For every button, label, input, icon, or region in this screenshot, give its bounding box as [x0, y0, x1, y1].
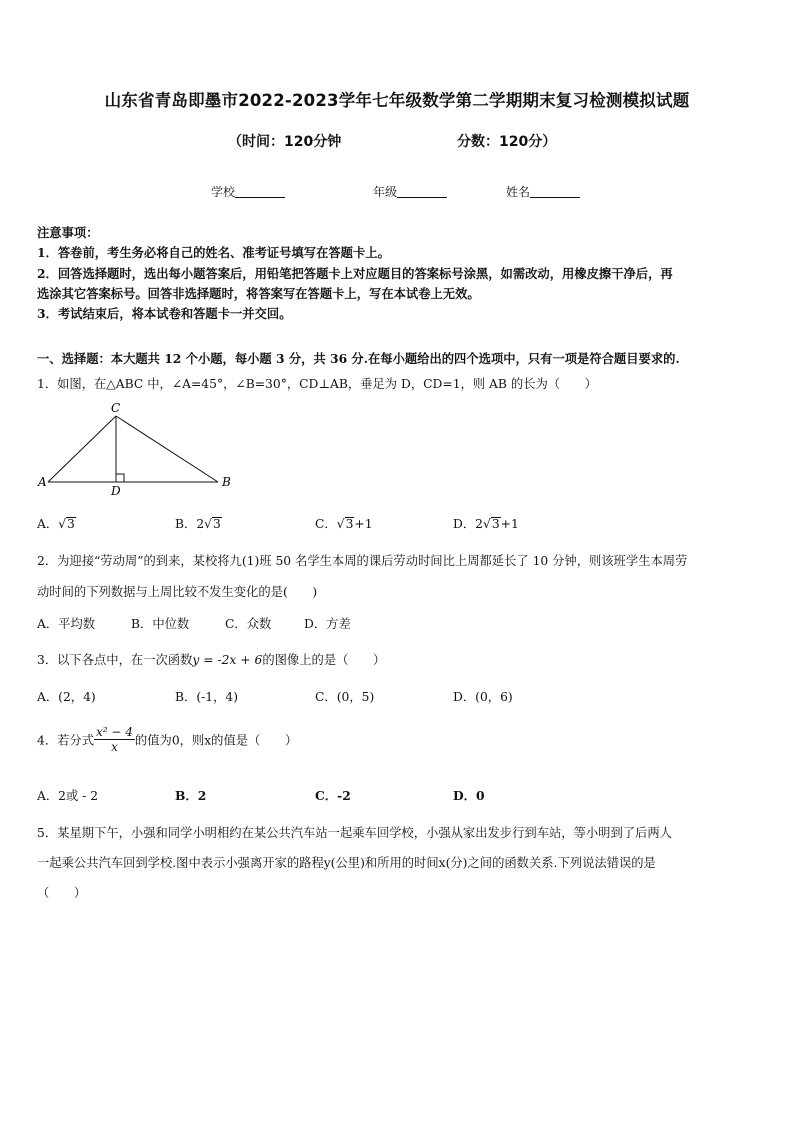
question-5-line3: （ ） — [37, 886, 87, 900]
notice-item-2-line2: 选涂其它答案标号。回答非选择题时，将答案写在答题卡上，写在本试卷上无效。 — [37, 286, 480, 301]
q4-option-a[interactable]: A．2或 - 2 — [37, 789, 99, 803]
q1-option-c[interactable]: C．√3+1 — [315, 517, 373, 531]
section-heading: 一、选择题：本大题共 12 个小题，每小题 3 分，共 36 分.在每小题给出的四个选项中，只有一项是符合题目要求的. — [37, 351, 680, 366]
page-title: 山东省青岛即墨市2022-2023学年七年级数学第二学期期末复习检测模拟试题 — [104, 91, 690, 110]
vertex-b-label: B — [222, 475, 231, 489]
q3-formula: y = -2x + 6 — [192, 653, 263, 667]
name-field — [506, 183, 580, 200]
q4-option-b[interactable]: B．2 — [175, 788, 207, 803]
exam-time: （时间：120分钟 — [228, 134, 342, 150]
q3-option-c[interactable]: C．(0，5) — [315, 690, 375, 704]
notice-item-3: 3．考试结束后，将本试卷和答题卡一并交回。 — [37, 306, 292, 321]
q4-option-d[interactable]: D．0 — [453, 788, 485, 803]
q2-option-d[interactable]: D．方差 — [304, 617, 351, 631]
notice-item-1: 1．答卷前，考生务必将自己的姓名、准考证号填写在答题卡上。 — [37, 245, 390, 260]
q2-option-a[interactable]: A．平均数 — [37, 617, 96, 631]
side-ac — [48, 416, 116, 482]
school-field — [211, 183, 285, 200]
side-cb — [116, 416, 218, 482]
name-label: 姓名 — [506, 185, 531, 199]
exam-score: 分数：120分） — [457, 134, 557, 150]
question-1-text: 1．如图，在△ABC 中，∠A=45°，∠B=30°，CD⊥AB，垂足为 D，CD=1，则 AB 的长为（ ） — [37, 377, 597, 391]
vertex-a-label: A — [38, 475, 47, 489]
question-2-line2: 动时间的下列数据与上周比较不发生变化的是( ) — [37, 585, 318, 599]
notice-item-2-line1: 2．回答选择题时，选出每小题答案后，用铅笔把答题卡上对应题目的答案标号涂黑，如需改动，用橡皮擦干净后，再 — [37, 266, 673, 281]
q3-option-d[interactable]: D．(0，6) — [453, 690, 513, 704]
name-blank[interactable] — [530, 185, 580, 198]
notice-heading: 注意事项： — [37, 225, 99, 240]
triangle-figure — [36, 402, 236, 498]
school-label: 学校 — [211, 185, 236, 199]
q2-option-c[interactable]: C．众数 — [225, 617, 272, 631]
question-4-text: 4．若分式 $\frac{\text{x² − 4}}{x}$ 的值为0，则x的值是（ ） — [37, 725, 298, 754]
right-angle-mark — [116, 474, 124, 482]
grade-blank[interactable] — [397, 185, 447, 198]
q2-option-b[interactable]: B．中位数 — [131, 617, 190, 631]
question-5-line1: 5．某星期下午，小强和同学小明相约在某公共汽车站一起乘车回学校，小强从家出发步行到车站，等小明到了后两人 — [37, 826, 672, 840]
vertex-c-label: C — [111, 402, 121, 415]
q4-option-c[interactable]: C．-2 — [315, 788, 351, 803]
question-5-line2: 一起乘公共汽车回到学校.图中表示小强离开家的路程y(公里)和所用的时间x(分)之间的函数关系.下列说法错误的是 — [37, 856, 656, 870]
grade-label: 年级 — [373, 185, 398, 199]
q3-option-b[interactable]: B．(-1，4) — [175, 690, 239, 704]
vertex-d-label: D — [111, 484, 121, 498]
q3-option-a[interactable]: A．(2，4) — [37, 690, 96, 704]
q1-option-a[interactable]: A．√3 — [37, 517, 75, 531]
q1-option-b[interactable]: B．2√3 — [175, 517, 221, 531]
question-3-text: 3．以下各点中，在一次函数y = -2x + 6的图像上的是（ ） — [37, 653, 386, 667]
grade-field — [373, 183, 447, 200]
q4-fraction: $\frac{\text{x² − 4}}{x}$ — [96, 725, 133, 754]
school-blank[interactable] — [235, 185, 285, 198]
question-2-line1: 2．为迎接“劳动周”的到来，某校将九(1)班 50 名学生本周的课后劳动时间比上周都延长了 10 分钟，则该班学生本周劳 — [37, 554, 688, 568]
q1-option-d[interactable]: D．2√3+1 — [453, 517, 519, 531]
